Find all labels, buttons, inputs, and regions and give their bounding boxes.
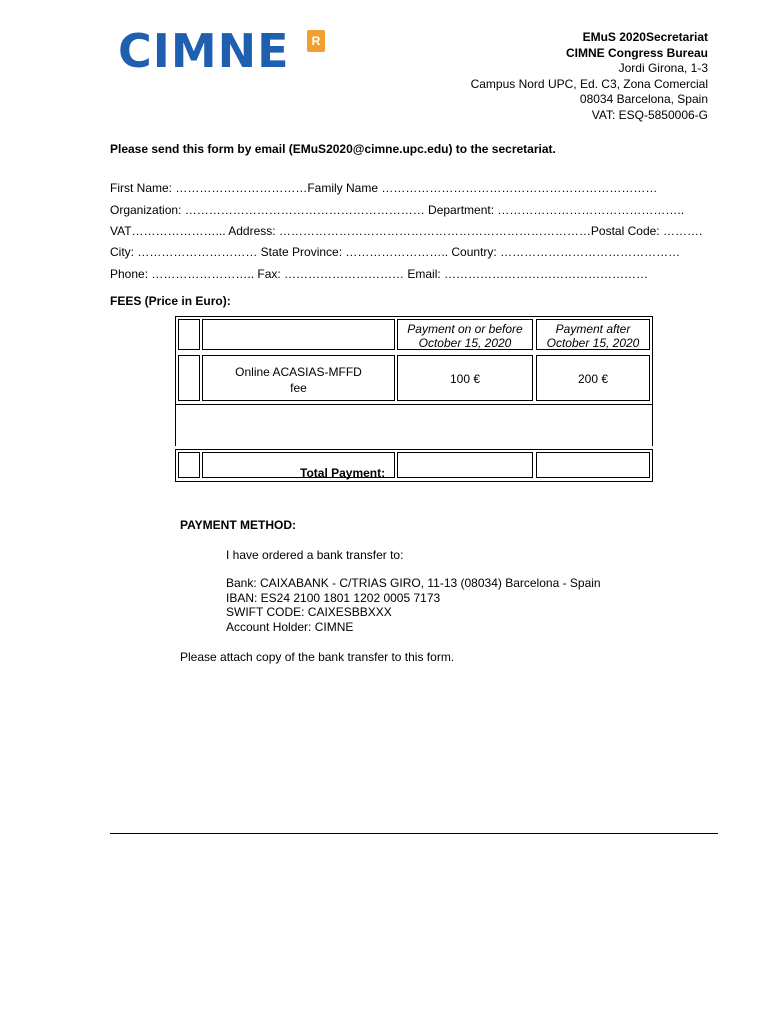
vat-number: VAT: ESQ-5850006-G (591, 107, 708, 122)
payment-intro: I have ordered a bank transfer to: (226, 548, 404, 562)
secretariat-title: EMuS 2020Secretariat (582, 30, 708, 44)
table-header-checkbox (178, 319, 200, 350)
field-row-organization[interactable]: Organization: …………………………………………………… Department: ……………………………………….. (110, 203, 685, 217)
col-header-before: Payment on or before October 15, 2020 (397, 319, 533, 350)
payment-method-title: PAYMENT METHOD: (180, 518, 297, 532)
price-after: 200 € (536, 355, 650, 401)
attach-instruction: Please attach copy of the bank transfer to this form. (180, 650, 455, 664)
address-street: Jordi Girona, 1-3 (618, 61, 708, 76)
total-before-field[interactable] (397, 452, 533, 478)
total-after-field[interactable] (536, 452, 650, 478)
col-header-after: Payment after October 15, 2020 (536, 319, 650, 350)
field-row-phone[interactable]: Phone: …………………….. Fax: ………………………… Email: …………………………………………… (110, 267, 649, 281)
account-holder: Account Holder: CIMNE (226, 619, 354, 634)
send-instruction: Please send this form by email (EMuS2020@cimne.upc.edu) to the secretariat. (110, 142, 556, 156)
table-header-blank (202, 319, 395, 350)
address-city: 08034 Barcelona, Spain (579, 92, 708, 107)
cimne-logo-mark: R (307, 30, 325, 52)
cimne-logo: CIMNE (118, 24, 290, 78)
total-row-checkbox (178, 452, 200, 478)
price-before: 100 € (397, 355, 533, 401)
fee-row-label: Online ACASIAS-MFFD fee (202, 355, 395, 401)
bureau-name: CIMNE Congress Bureau (565, 45, 708, 60)
swift-code: SWIFT CODE: CAIXESBBXXX (226, 605, 392, 619)
secretariat-address (471, 30, 708, 124)
bottom-divider (110, 833, 718, 834)
field-row-city[interactable]: City: ………………………… State Province: …………………….. Country: ……………………………………… (110, 245, 681, 259)
fee-row-checkbox[interactable] (178, 355, 200, 401)
fees-title: FEES (Price in Euro): (110, 294, 231, 308)
field-row-address[interactable]: VAT…………………... Address: ……………………………………………………………………Postal Code: ………. (110, 224, 703, 238)
address-campus: Campus Nord UPC, Ed. C3, Zona Comercial (470, 76, 708, 91)
iban: IBAN: ES24 2100 1801 1202 0005 7173 (226, 590, 441, 605)
bank-name: Bank: CAIXABANK - C/TRIAS GIRO, 11-13 (08034) Barcelona - Spain (226, 576, 601, 590)
field-row-name[interactable]: First Name: ……………………………Family Name …………………………………………………………… (110, 181, 658, 195)
total-payment-label: Total Payment: (300, 466, 386, 480)
bank-details (226, 576, 601, 634)
